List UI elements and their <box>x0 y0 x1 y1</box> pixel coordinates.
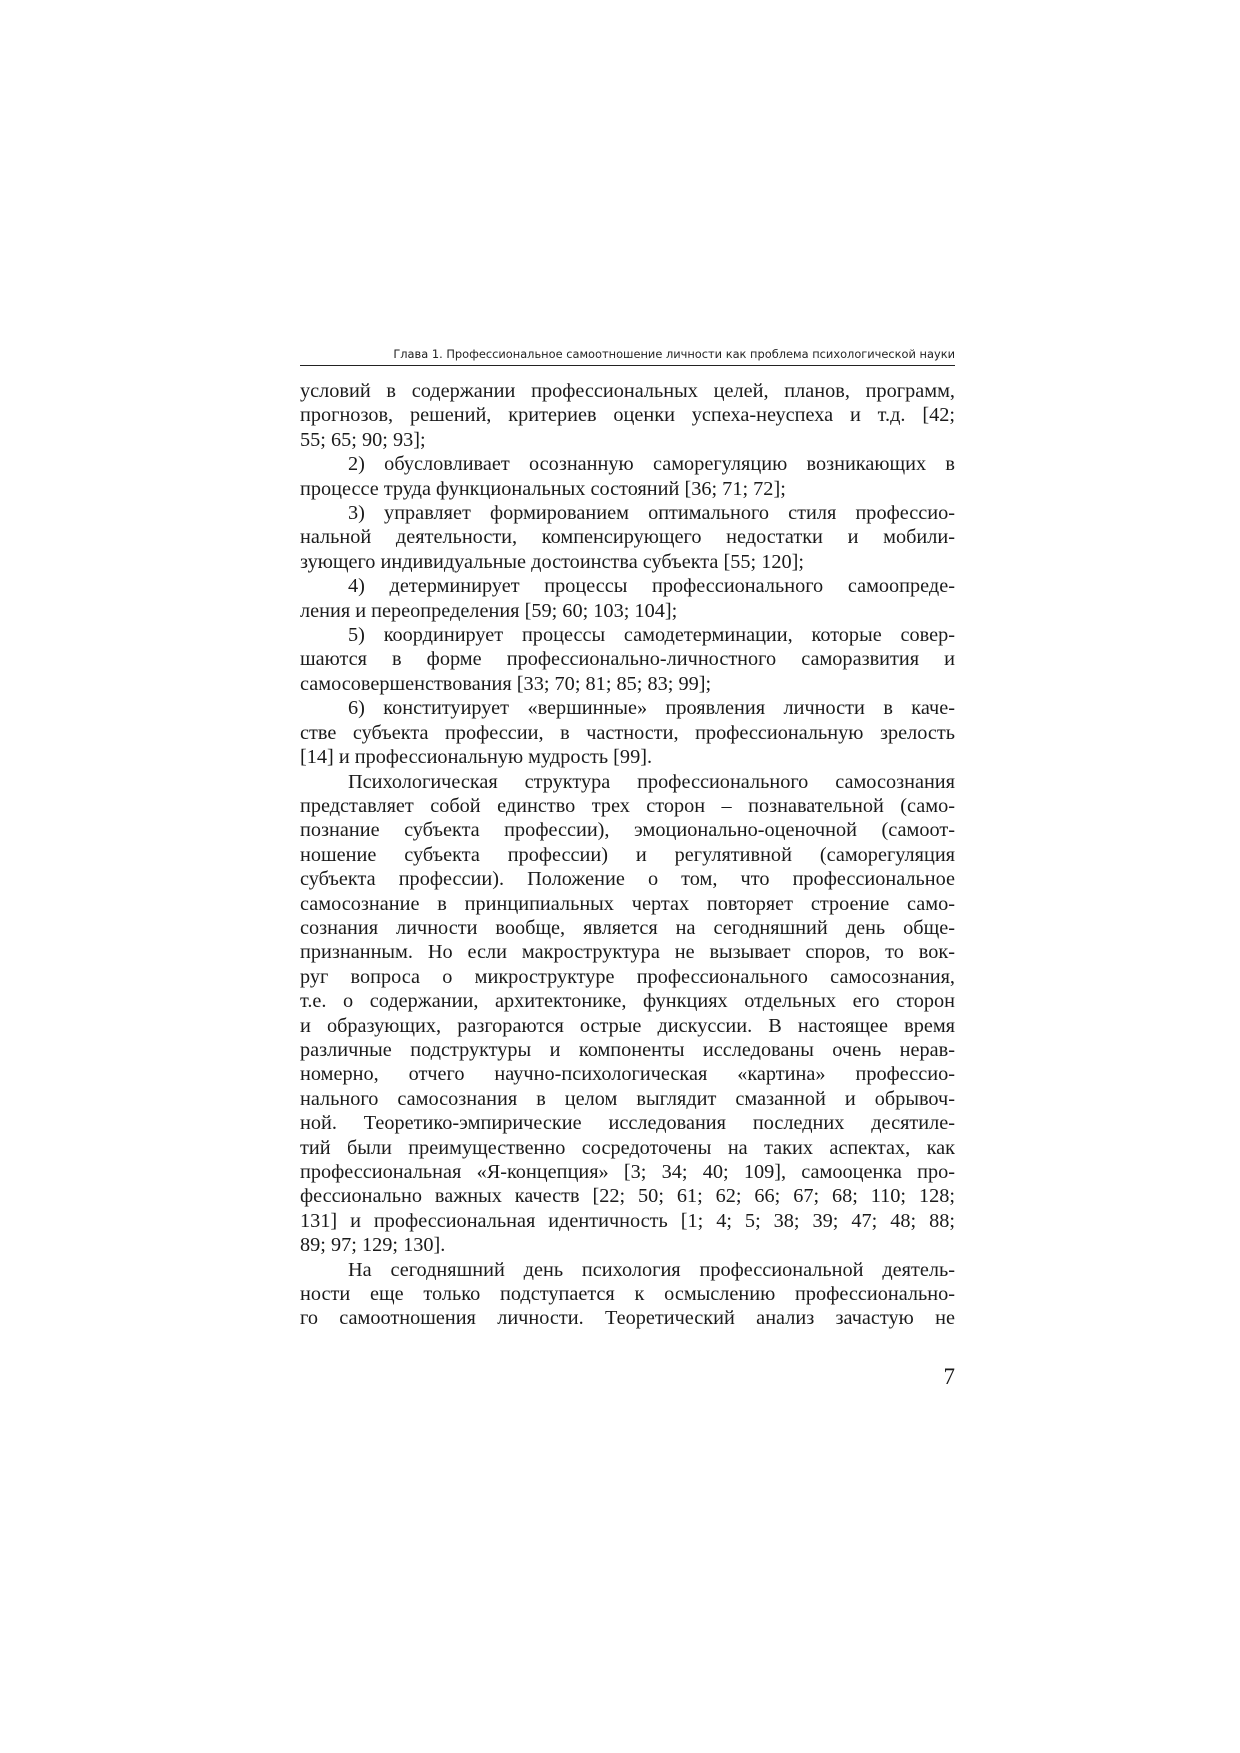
text-line: ной. Теоретико-эмпирические исследования последних десятиле- <box>300 1112 955 1135</box>
paragraph-8 <box>300 1258 955 1331</box>
text-line: 6) конституирует «вершинные» проявления личности в каче- <box>348 697 955 720</box>
text-line: номерно, отчего научно-психологическая «картина» профессио- <box>300 1063 955 1086</box>
text-line: различные подструктуры и компоненты исследованы очень нерав- <box>300 1038 955 1061</box>
text-line: нальной деятельности, компенсирующего недостатки и мобили- <box>300 526 955 549</box>
text-line: стве субъекта профессии, в частности, профессиональную зрелость <box>300 721 955 744</box>
text-line: тий были преимущественно сосредоточены на таких аспектах, как <box>300 1136 955 1159</box>
text-line: 131] и профессиональная идентичность [1; 4; 5; 38; 39; 47; 48; 88; <box>300 1209 955 1232</box>
paragraph-7 <box>300 770 955 1258</box>
text-line: и образующих, разгораются острые дискуссии. В настоящее время <box>300 1014 955 1037</box>
paragraph-1 <box>300 379 955 452</box>
running-header: Глава 1. Профессиональное самоотношение личности как проблема психологической науки <box>393 347 955 361</box>
text-line: шаются в форме профессионально-личностного саморазвития и <box>300 648 955 671</box>
text-line: самосознание в принципиальных чертах повторяет строение само- <box>300 892 955 915</box>
text-line: 55; 65; 90; 93]; <box>300 428 426 451</box>
text-line: условий в содержании профессиональных целей, планов, программ, <box>300 380 955 402</box>
text-line: признанным. Но если макроструктура не вызывает споров, то вок- <box>300 941 955 964</box>
paragraph-3 <box>300 501 955 574</box>
text-line: профессиональная «Я-концепция» [3; 34; 40; 109], самооценка про- <box>300 1161 955 1183</box>
text-line: прогнозов, решений, критериев оценки успеха-неуспеха и т.д. [42; <box>300 404 955 427</box>
paragraph-6 <box>300 696 955 769</box>
text-line: нального самосознания в целом выглядит смазанной и обрывоч- <box>300 1087 955 1110</box>
text-line: сознания личности вообще, является на сегодняшний день обще- <box>300 916 955 939</box>
text-line: т.е. о содержании, архитектонике, функциях отдельных его сторон <box>300 990 955 1013</box>
text-line: 2) обусловливает осознанную саморегуляцию возникающих в <box>348 453 955 476</box>
text-line: 3) управляет формированием оптимального стиля профессио- <box>348 502 955 525</box>
text-line: руг вопроса о микроструктуре профессионального самосознания, <box>300 965 955 988</box>
paragraph-5 <box>300 623 955 696</box>
text-line: процессе труда функциональных состояний [36; 71; 72]; <box>300 477 786 500</box>
text-line: [14] и профессиональную мудрость [99]. <box>300 746 653 769</box>
body-text <box>300 379 955 1331</box>
text-line: фессионально важных качеств [22; 50; 61; 62; 66; 67; 68; 110; 128; <box>300 1185 955 1208</box>
text-line: познание субъекта профессии), эмоционально-оценочной (самоот- <box>300 819 955 842</box>
text-line: 89; 97; 129; 130]. <box>300 1234 446 1257</box>
text-line: 5) координирует процессы самодетерминации, которые совер- <box>348 624 955 647</box>
text-line: зующего индивидуальные достоинства субъекта [55; 120]; <box>300 550 805 573</box>
header-rule <box>300 365 955 366</box>
text-line: ношение субъекта профессии) и регулятивной (саморегуляция <box>300 843 955 866</box>
text-line: Психологическая структура профессионального самосознания <box>348 770 955 793</box>
text-line: На сегодняшний день психология профессиональной деятель- <box>348 1258 955 1281</box>
paragraph-4 <box>300 574 955 623</box>
text-line: самосовершенствования [33; 70; 81; 85; 83; 99]; <box>300 672 712 695</box>
paragraph-2 <box>300 452 955 501</box>
text-line: ления и переопределения [59; 60; 103; 104]; <box>300 599 678 622</box>
page-number: 7 <box>943 1364 955 1389</box>
text-line: го самоотношения личности. Теоретический анализ зачастую не <box>300 1307 955 1330</box>
text-line: 4) детерминирует процессы профессионального самоопреде- <box>348 575 955 598</box>
text-line: представляет собой единство трех сторон – познавательной (само- <box>300 794 955 817</box>
text-line: субъекта профессии). Положение о том, что профессиональное <box>300 868 955 891</box>
text-line: ности еще только подступается к осмыслению профессионально- <box>300 1283 955 1306</box>
